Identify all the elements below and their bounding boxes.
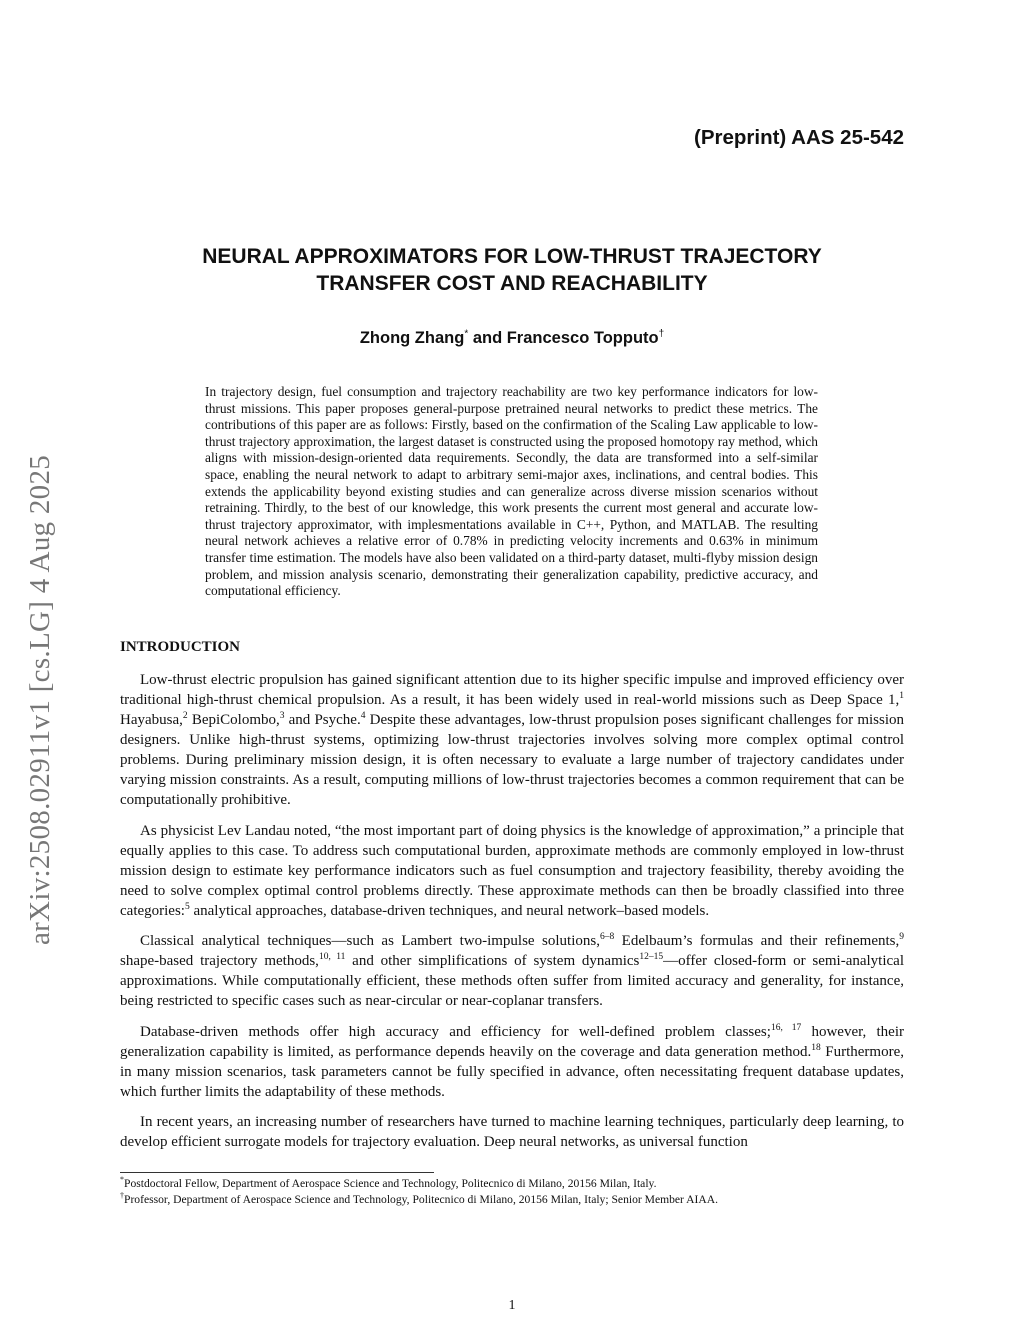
citation: 16, 17 [770,1022,802,1033]
footnote [120,1192,718,1208]
citation: 12–15 [639,952,664,962]
citation: 10, 11 [318,952,346,962]
footnote-divider [120,1172,434,1173]
page-number: 1 [508,1298,516,1313]
footnote-mark: † [120,1191,124,1201]
citation: 9 [899,932,905,942]
footnote-text: Professor, Department of Aerospace Science and Technology, Politecnico di Milano, 20156 Milan, Italy; Senior Member AIAA. [124,1193,719,1206]
citation: 4 [360,711,366,721]
paragraph-text: and other simplifications of system dynamics [345,953,640,969]
title-line: TRANSFER COST AND REACHABILITY [316,272,708,295]
author-name: and Francesco Topputo [472,329,659,347]
author-name: Zhong Zhang [359,329,465,347]
citation: 3 [279,711,285,721]
citation: 1 [899,691,904,701]
citation: 5 [184,901,190,912]
footnote-mark: * [120,1175,124,1185]
paragraph-text: and Psyche. [284,712,361,728]
footnotes [120,1176,718,1208]
preprint-header: (Preprint) AAS 25-542 [694,126,904,149]
paragraph [120,670,904,810]
abstract: In trajectory design, fuel consumption and trajectory reachability are two key performance indicators for low-thrust missions. This paper proposes general-purpose pretrained neural networks to predict these metrics. The contributions of this paper are as follows: Firstly, based on the confirmation of the Scaling Law applicable to low-thrust trajectory approximation, the largest dataset is constructed using the proposed homotopy ray method, which aligns with mission-design-oriented data requirements. Secondly, the data are transformed into a self-similar space, enabling the neural network to adapt to arbitrary semi-major axes, inclinations, and central bodies. This extends the applicability beyond existing studies and can generalize across diverse mission scenarios without retraining. Thirdly, to the best of our knowledge, this work presents the current most general and accurate low-thrust trajectory approximator, with implesmentations available in C++, Python, and MATLAB. The resulting neural network achieves a relative error of 0.78% in predicting velocity increments and 0.63% in minimum transfer time estimation. The models have also been validated on a third-party dataset, multi-flyby mission design problem, and mission analysis scenario, demonstrating their generalization capability, predictive accuracy, and computational efficiency. [205,384,818,599]
paragraph-text: Hayabusa, [120,712,183,728]
title-line: NEURAL APPROXIMATORS FOR LOW-THRUST TRAJECTORY [202,245,822,268]
paragraph-text: Classical analytical techniques—such as Lambert two-impulse solutions, [140,933,600,949]
section-heading: INTRODUCTION [120,639,241,655]
paragraph-text: BepiColombo, [187,712,280,728]
paragraph-text: Database-driven methods offer high accuracy and efficiency for well-defined problem classes; [140,1023,771,1040]
footnote-mark: * [464,328,469,340]
paragraph-text: Edelbaum’s formulas and their refinements, [614,933,900,949]
paragraph [120,821,904,921]
authors [0,329,1024,348]
paragraph-text: shape-based trajectory methods, [120,953,319,969]
arxiv-identifier: arXiv:2508.02911v1 [cs.LG] 4 Aug 2025 [24,454,56,945]
citation: 2 [182,711,188,721]
paragraph-text: however, their generalization capability is limited, as performance depends heavily on the coverage and data generation method. [120,1023,904,1060]
citation: 18 [811,1042,821,1053]
paragraph-text: Despite these advantages, low-thrust propulsion poses significant challenges for mission designers. Unlike high-thrust systems, optimizing low-thrust trajectories involves solving more complex optimal control problems. During preliminary mission design, it is often necessary to evaluate a large number of trajectory candidates under varying mission constraints. As a result, computing millions of low-thrust trajectories becomes a common requirement that can be computationally prohibitive. [120,712,904,808]
paragraph [120,931,904,1011]
body-text [120,670,904,1163]
paper-title [0,243,1024,297]
paragraph-text: In recent years, an increasing number of researchers have turned to machine learning techniques, particularly deep learning, to develop efficient surrogate models for trajectory evaluation. Deep neural networks, as universal function [120,1114,904,1150]
paragraph-text: analytical approaches, database-driven techniques, and neural network–based models. [189,902,710,919]
paragraph [120,1022,904,1102]
footnote-mark: † [658,328,665,340]
paragraph-text: Furthermore, in many mission scenarios, task parameters cannot be fully specified in advance, often necessitating frequent database updates, which further limits the adaptability of these methods. [120,1043,904,1100]
paragraph-text: As physicist Lev Landau noted, “the most important part of doing physics is the knowledge of approximation,” a principle that equally applies to this case. To address such computational burden, approximate methods are commonly employed in low-thrust mission design to estimate key performance indicators such as fuel consumption and trajectory feasibility, thereby avoiding the need to solve complex optimal control problems directly. These approximate methods can then be broadly classified into three categories: [120,822,904,919]
citation: 6–8 [599,932,615,942]
footnote-text: Postdoctoral Fellow, Department of Aerospace Science and Technology, Politecnico di Milano, 20156 Milan, Italy. [124,1177,657,1190]
paragraph-text: Low-thrust electric propulsion has gained significant attention due to its higher specific impulse and improved efficiency over traditional high-thrust chemical propulsion. As a result, it has been widely used in real-world missions such as Deep Space 1, [120,672,904,708]
paragraph [120,1112,904,1152]
paragraph-text: —offer closed-form or semi-analytical approximations. While computationally efficient, these methods often suffer from limited accuracy and generality, for instance, being restricted to specific cases such as near-circular or near-coplanar transfers. [120,953,904,1009]
footnote [120,1176,718,1192]
